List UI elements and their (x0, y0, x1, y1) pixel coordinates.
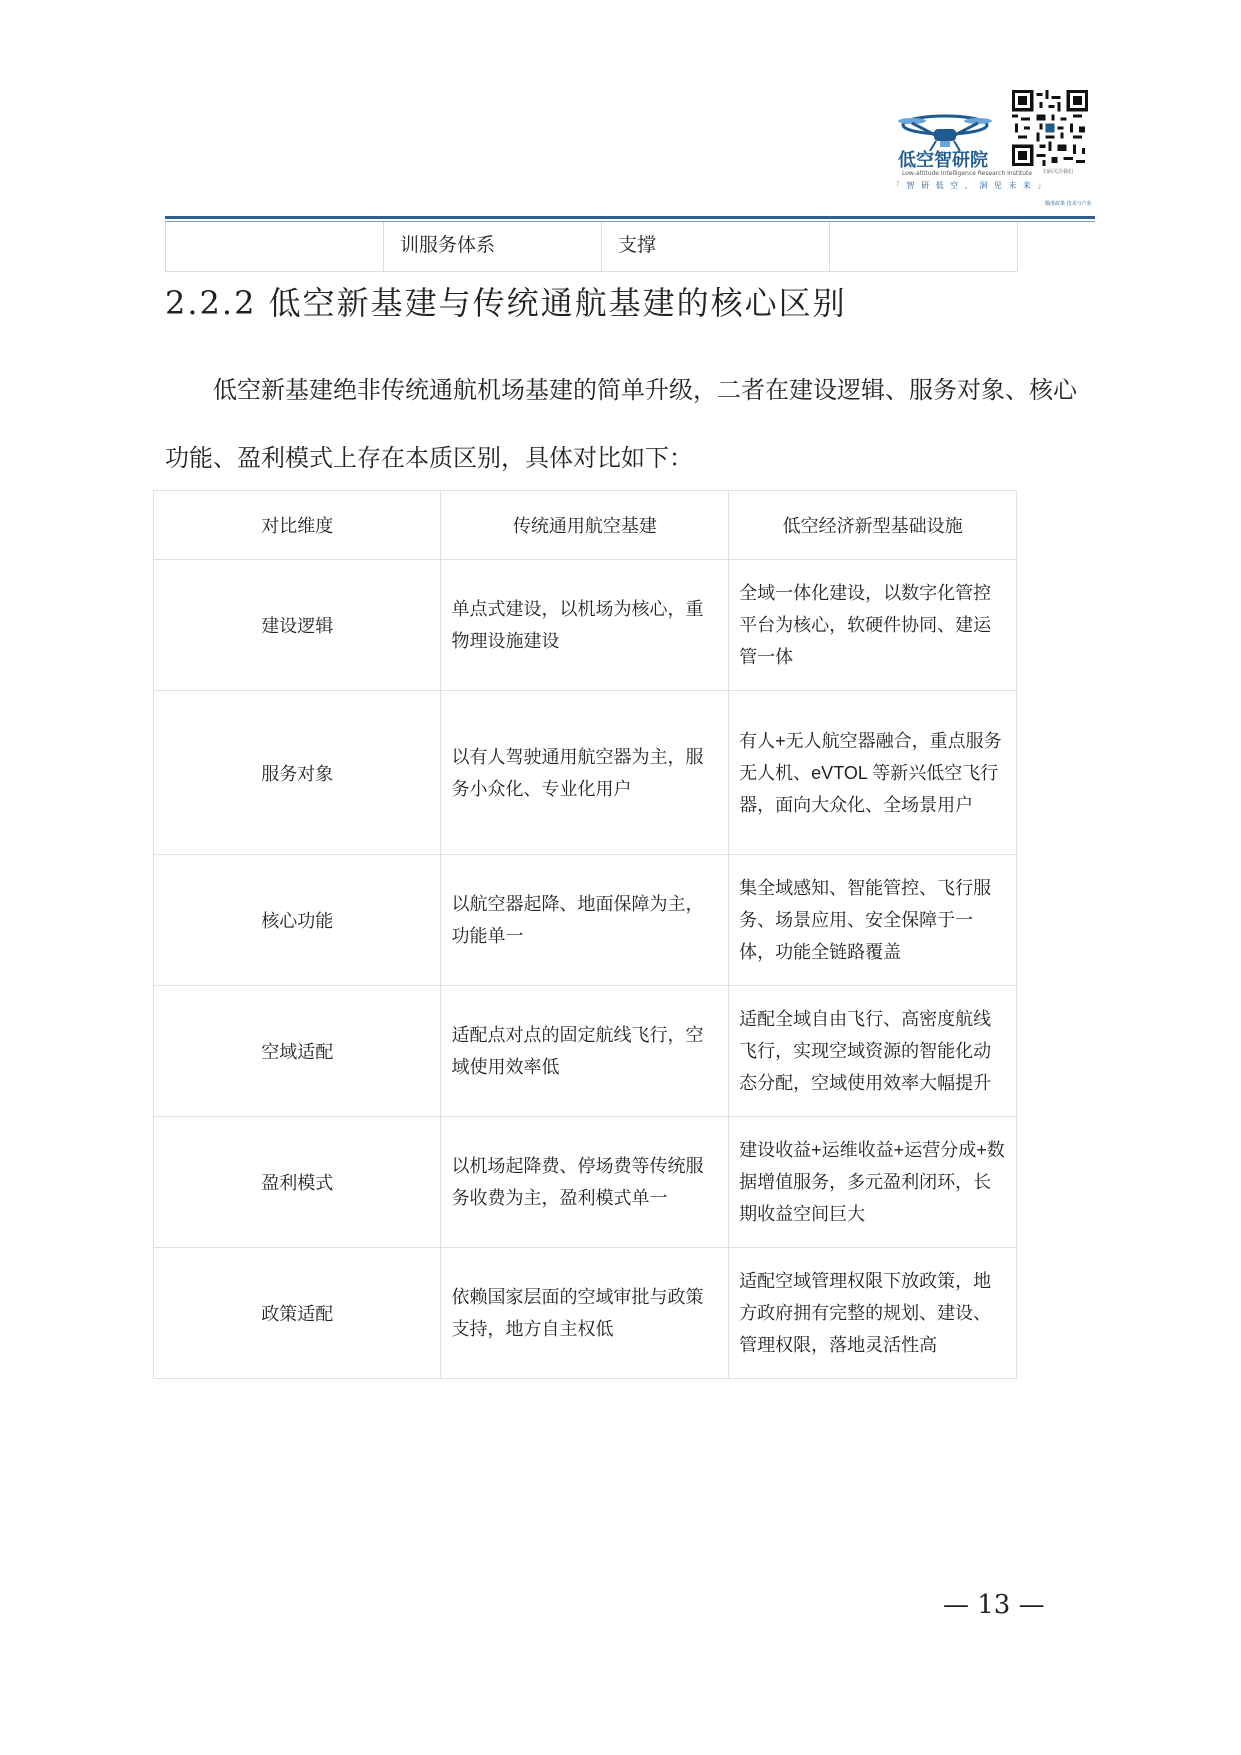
table-row (154, 1248, 1017, 1379)
table-row (154, 855, 1017, 986)
table-header-row (154, 491, 1017, 560)
previous-table-fragment (165, 222, 1018, 272)
new-infra-cell: 建设收益+运维收益+运营分成+数据增值服务，多元盈利闭环，长期收益空间巨大 (729, 1117, 1017, 1248)
row-dimension: 服务对象 (154, 691, 441, 855)
traditional-cell: 以航空器起降、地面保障为主，功能单一 (441, 855, 729, 986)
column-header: 低空经济新型基础设施 (729, 491, 1017, 560)
traditional-cell: 以有人驾驶通用航空器为主，服务小众化、专业化用户 (441, 691, 729, 855)
table-cell: 训服务体系 (384, 222, 602, 272)
table-cell (166, 222, 384, 272)
new-infra-cell: 全域一体化建设，以数字化管控平台为核心，软硬件协同、建运管一体 (729, 560, 1017, 691)
header-rule (165, 216, 1095, 219)
logo-tagline: 「 智 研 低 空 ， 洞 见 未 来 」 (892, 181, 1048, 190)
traditional-cell: 依赖国家层面的空域审批与政策支持，地方自主权低 (441, 1248, 729, 1379)
row-dimension: 盈利模式 (154, 1117, 441, 1248)
table-row (154, 1117, 1017, 1248)
qr-label: 扫码关注我们 (1043, 169, 1074, 175)
table-row (154, 986, 1017, 1117)
page-number: — 13 — (943, 1590, 1045, 1620)
column-header: 传统通用航空基建 (441, 491, 729, 560)
new-infra-cell: 适配全域自由飞行、高密度航线飞行，实现空域资源的智能化动态分配，空域使用效率大幅提升 (729, 986, 1017, 1117)
new-infra-cell: 集全域感知、智能管控、飞行服务、场景应用、安全保障于一体，功能全链路覆盖 (729, 855, 1017, 986)
row-dimension: 空域适配 (154, 986, 441, 1117)
new-infra-cell: 适配空域管理权限下放政策，地方政府拥有完整的规划、建设、管理权限，落地灵活性高 (729, 1248, 1017, 1379)
logo-name: 低空智研院 (898, 150, 988, 171)
table-cell: 支撑 (602, 222, 830, 272)
comparison-table (153, 490, 1017, 1379)
logo-english-name: Low-altitude Intelligence Research Institute (902, 170, 1033, 177)
logo-subtitle: 瞄准政策 技术与产业 (1045, 201, 1092, 207)
traditional-cell: 单点式建设，以机场为核心，重物理设施建设 (441, 560, 729, 691)
column-header: 对比维度 (154, 491, 441, 560)
row-dimension: 政策适配 (154, 1248, 441, 1379)
row-dimension: 核心功能 (154, 855, 441, 986)
body-paragraph: 低空新基建绝非传统通航机场基建的简单升级，二者在建设逻辑、服务对象、核心功能、盈利模式上存在本质区别，具体对比如下： (165, 376, 1077, 472)
traditional-cell: 以机场起降费、停场费等传统服务收费为主，盈利模式单一 (441, 1117, 729, 1248)
new-infra-cell: 有人+无人航空器融合，重点服务无人机、eVTOL 等新兴低空飞行器，面向大众化、全场景用户 (729, 691, 1017, 855)
section-heading: 2.2.2 低空新基建与传统通航基建的核心区别 (165, 284, 847, 322)
table-row (166, 222, 1018, 272)
traditional-cell: 适配点对点的固定航线飞行，空域使用效率低 (441, 986, 729, 1117)
table-row (154, 691, 1017, 855)
row-dimension: 建设逻辑 (154, 560, 441, 691)
table-cell (830, 222, 1018, 272)
table-row (154, 560, 1017, 691)
qr-code-icon (1012, 90, 1088, 166)
